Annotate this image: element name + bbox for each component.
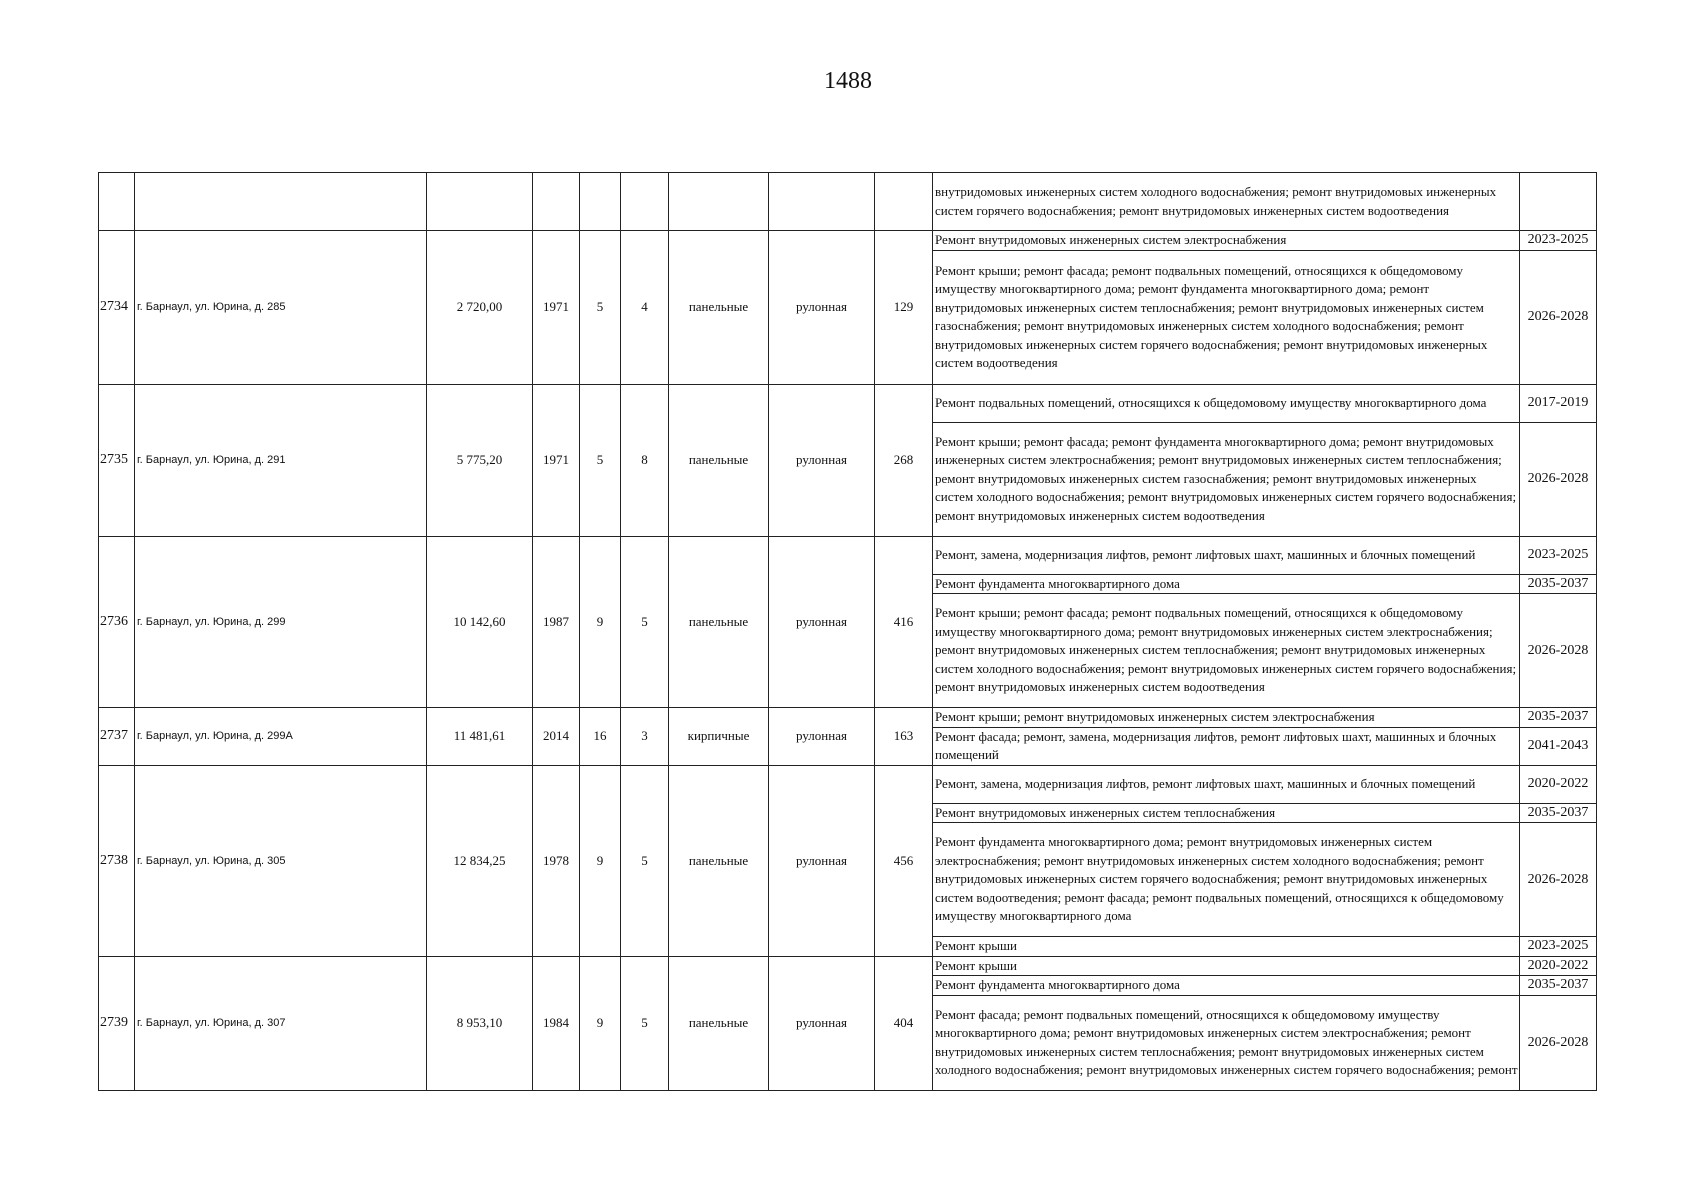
house-roof: рулонная: [769, 956, 875, 1090]
house-roof: рулонная: [769, 765, 875, 956]
period-cell: 2020-2022: [1520, 956, 1597, 976]
house-area: 5 775,20: [427, 384, 533, 536]
work-cell: Ремонт внутридомовых инженерных систем теплоснабжения: [933, 803, 1520, 823]
work-cell: внутридомовых инженерных систем холодного водоснабжения; ремонт внутридомовых инженерных систем горячего водоснабжения; ремонт внутридомовых инженерных систем водоотведения: [933, 173, 1520, 231]
period-cell: 2035-2037: [1520, 976, 1597, 996]
house-number: 2738: [99, 765, 135, 956]
period-cell: 2035-2037: [1520, 708, 1597, 728]
work-cell: Ремонт, замена, модернизация лифтов, ремонт лифтовых шахт, машинных и блочных помещений: [933, 765, 1520, 803]
house-walls: кирпичные: [669, 708, 769, 766]
walls-cell: [669, 173, 769, 231]
house-year: 1971: [533, 384, 580, 536]
area-cell: [427, 173, 533, 231]
house-roof: рулонная: [769, 708, 875, 766]
period-cell: 2026-2028: [1520, 250, 1597, 384]
house-entrances: 4: [621, 231, 669, 385]
house-number: 2735: [99, 384, 135, 536]
work-cell: Ремонт крыши; ремонт внутридомовых инженерных систем электроснабжения: [933, 708, 1520, 728]
house-number: 2734: [99, 231, 135, 385]
period-cell: 2035-2037: [1520, 803, 1597, 823]
house-roof: рулонная: [769, 384, 875, 536]
house-area: 12 834,25: [427, 765, 533, 956]
period-cell: 2020-2022: [1520, 765, 1597, 803]
house-area: 11 481,61: [427, 708, 533, 766]
house-entrances: 3: [621, 708, 669, 766]
house-walls: панельные: [669, 536, 769, 708]
table-row: [99, 536, 1597, 574]
work-cell: Ремонт крыши: [933, 956, 1520, 976]
work-cell: Ремонт фундамента многоквартирного дома: [933, 976, 1520, 996]
house-area: 8 953,10: [427, 956, 533, 1090]
work-cell: Ремонт фундамента многоквартирного дома: [933, 574, 1520, 594]
house-residents: 404: [875, 956, 933, 1090]
work-cell: Ремонт фасада; ремонт, замена, модернизация лифтов, ремонт лифтовых шахт, машинных и блочных помещений: [933, 727, 1520, 765]
period-cell: [1520, 173, 1597, 231]
table-row: [99, 956, 1597, 976]
house-year: 1971: [533, 231, 580, 385]
house-address: г. Барнаул, ул. Юрина, д. 307: [135, 956, 427, 1090]
num-cell: [99, 173, 135, 231]
period-cell: 2026-2028: [1520, 422, 1597, 536]
work-cell: Ремонт фундамента многоквартирного дома; ремонт внутридомовых инженерных систем электроснабжения; ремонт внутридомовых инженерных систем холодного водоснабжения; ремонт внутридомовых инженерных систем горячего водоснабжения; ремонт внутридомовых инженерных систем водоотведения; ремонт фасада; ремонт подвальных помещений, относящихся к общедомовому имуществу многоквартирного дома: [933, 823, 1520, 937]
residents-cell: [875, 173, 933, 231]
table-row: [99, 708, 1597, 728]
house-residents: 129: [875, 231, 933, 385]
house-walls: панельные: [669, 956, 769, 1090]
table-row: [99, 173, 1597, 231]
house-area: 2 720,00: [427, 231, 533, 385]
house-residents: 163: [875, 708, 933, 766]
house-address: г. Барнаул, ул. Юрина, д. 291: [135, 384, 427, 536]
house-year: 1978: [533, 765, 580, 956]
period-cell: 2026-2028: [1520, 995, 1597, 1090]
house-address: г. Барнаул, ул. Юрина, д. 299: [135, 536, 427, 708]
house-walls: панельные: [669, 231, 769, 385]
year-cell: [533, 173, 580, 231]
house-floors: 5: [580, 384, 621, 536]
house-floors: 16: [580, 708, 621, 766]
work-cell: Ремонт подвальных помещений, относящихся к общедомовому имуществу многоквартирного дома: [933, 384, 1520, 422]
work-cell: Ремонт внутридомовых инженерных систем электроснабжения: [933, 231, 1520, 251]
roof-cell: [769, 173, 875, 231]
house-residents: 416: [875, 536, 933, 708]
house-roof: рулонная: [769, 536, 875, 708]
house-floors: 9: [580, 765, 621, 956]
period-cell: 2026-2028: [1520, 823, 1597, 937]
house-entrances: 5: [621, 765, 669, 956]
house-entrances: 5: [621, 956, 669, 1090]
house-year: 2014: [533, 708, 580, 766]
house-residents: 456: [875, 765, 933, 956]
house-residents: 268: [875, 384, 933, 536]
floors-cell: [580, 173, 621, 231]
entrances-cell: [621, 173, 669, 231]
house-roof: рулонная: [769, 231, 875, 385]
period-cell: 2026-2028: [1520, 594, 1597, 708]
house-year: 1987: [533, 536, 580, 708]
house-floors: 9: [580, 956, 621, 1090]
work-cell: Ремонт, замена, модернизация лифтов, ремонт лифтовых шахт, машинных и блочных помещений: [933, 536, 1520, 574]
house-entrances: 8: [621, 384, 669, 536]
house-walls: панельные: [669, 765, 769, 956]
work-cell: Ремонт крыши; ремонт фасада; ремонт подвальных помещений, относящихся к общедомовому имуществу многоквартирного дома; ремонт фундамента многоквартирного дома; ремонт внутридомовых инженерных систем теплоснабжения; ремонт внутридомовых инженерных систем газоснабжения; ремонт внутридомовых инженерных систем холодного водоснабжения; ремонт внутридомовых инженерных систем горячего водоснабжения; ремонт внутридомовых инженерных систем водоотведения: [933, 250, 1520, 384]
house-address: г. Барнаул, ул. Юрина, д. 285: [135, 231, 427, 385]
house-number: 2739: [99, 956, 135, 1090]
page-number: 1488: [824, 68, 872, 94]
house-number: 2737: [99, 708, 135, 766]
house-entrances: 5: [621, 536, 669, 708]
period-cell: 2041-2043: [1520, 727, 1597, 765]
period-cell: 2023-2025: [1520, 937, 1597, 957]
house-address: г. Барнаул, ул. Юрина, д. 305: [135, 765, 427, 956]
capital-repair-table: [98, 172, 1597, 1091]
house-floors: 5: [580, 231, 621, 385]
house-address: г. Барнаул, ул. Юрина, д. 299А: [135, 708, 427, 766]
work-cell: Ремонт фасада; ремонт подвальных помещений, относящихся к общедомовому имуществу многоквартирного дома; ремонт внутридомовых инженерных систем электроснабжения; ремонт внутридомовых инженерных систем теплоснабжения; ремонт внутридомовых инженерных систем холодного водоснабжения; ремонт внутридомовых инженерных систем горячего водоснабжения; ремонт: [933, 995, 1520, 1090]
period-cell: 2035-2037: [1520, 574, 1597, 594]
work-cell: Ремонт крыши; ремонт фасада; ремонт подвальных помещений, относящихся к общедомовому имуществу многоквартирного дома; ремонт внутридомовых инженерных систем электроснабжения; ремонт внутридомовых инженерных систем теплоснабжения; ремонт внутридомовых инженерных систем холодного водоснабжения; ремонт внутридомовых инженерных систем горячего водоснабжения; ремонт внутридомовых инженерных систем водоотведения: [933, 594, 1520, 708]
work-cell: Ремонт крыши; ремонт фасада; ремонт фундамента многоквартирного дома; ремонт внутридомовых инженерных систем электроснабжения; ремонт внутридомовых инженерных систем теплоснабжения; ремонт внутридомовых инженерных систем газоснабжения; ремонт внутридомовых инженерных систем холодного водоснабжения; ремонт внутридомовых инженерных систем горячего водоснабжения; ремонт внутридомовых инженерных систем водоотведения: [933, 422, 1520, 536]
house-number: 2736: [99, 536, 135, 708]
address-cell: [135, 173, 427, 231]
table-row: [99, 231, 1597, 251]
period-cell: 2023-2025: [1520, 536, 1597, 574]
work-cell: Ремонт крыши: [933, 937, 1520, 957]
period-cell: 2017-2019: [1520, 384, 1597, 422]
house-floors: 9: [580, 536, 621, 708]
house-area: 10 142,60: [427, 536, 533, 708]
table-row: [99, 384, 1597, 422]
period-cell: 2023-2025: [1520, 231, 1597, 251]
table-row: [99, 765, 1597, 803]
house-year: 1984: [533, 956, 580, 1090]
house-walls: панельные: [669, 384, 769, 536]
